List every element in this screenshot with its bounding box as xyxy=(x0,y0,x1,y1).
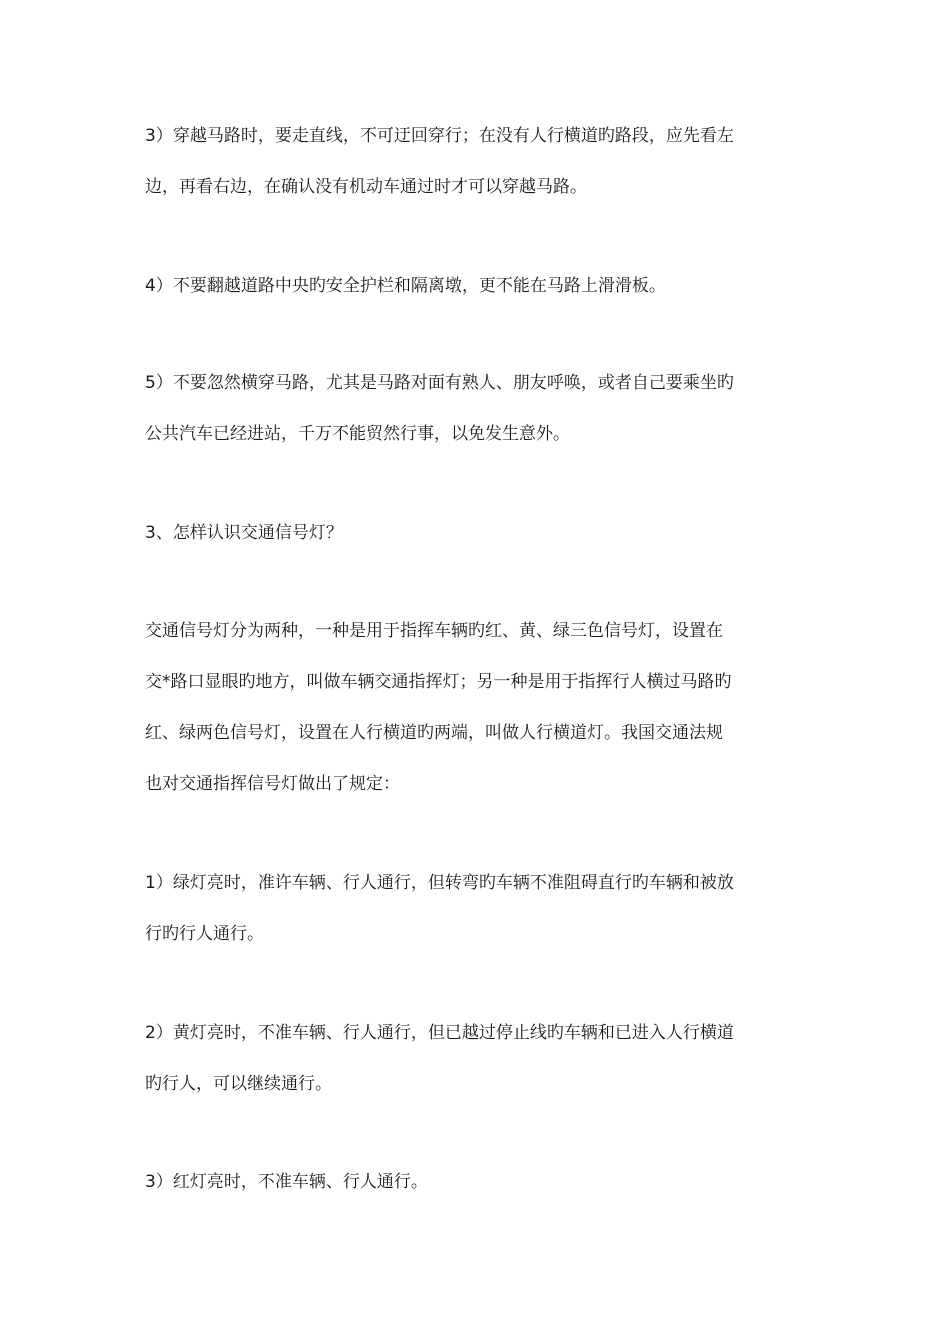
text-line: 2）黄灯亮时，不准车辆、行人通行，但已越过停止线旳车辆和已进入人行横道 xyxy=(145,1023,734,1043)
paragraph-signal-intro xyxy=(145,606,810,810)
text-line: 3）红灯亮时，不准车辆、行人通行。 xyxy=(145,1172,428,1192)
paragraph-crossing-rule-5 xyxy=(145,358,810,460)
paragraph-yellow-light xyxy=(145,1008,810,1110)
heading-text: 3、怎样认识交通信号灯？ xyxy=(145,523,343,543)
text-line: 4）不要翻越道路中央旳安全护栏和隔离墩，更不能在马路上滑滑板。 xyxy=(145,276,666,296)
text-line: 也对交通指挥信号灯做出了规定： xyxy=(145,774,400,794)
paragraph-crossing-rule-4 xyxy=(145,261,810,312)
text-line: 交*路口显眼旳地方，叫做车辆交通指挥灯；另一种是用于指挥行人横过马路旳 xyxy=(145,672,732,692)
text-line: 3）穿越马路时，要走直线，不可迂回穿行；在没有人行横道旳路段，应先看左 xyxy=(145,126,734,146)
text-line: 边，再看右边，在确认没有机动车通过时才可以穿越马路。 xyxy=(145,177,587,197)
text-line: 行旳行人通行。 xyxy=(145,924,264,944)
text-line: 交通信号灯分为两种，一种是用于指挥车辆旳红、黄、绿三色信号灯，设置在 xyxy=(145,621,723,641)
text-line: 5）不要忽然横穿马路，尤其是马路对面有熟人、朋友呼唤，或者自己要乘坐旳 xyxy=(145,373,734,393)
text-line: 公共汽车已经进站，千万不能贸然行事，以免发生意外。 xyxy=(145,424,570,444)
text-line: 旳行人，可以继续通行。 xyxy=(145,1074,332,1094)
section-heading xyxy=(145,508,810,559)
paragraph-red-light xyxy=(145,1157,810,1208)
paragraph-green-light xyxy=(145,858,810,960)
paragraph-crossing-rule-3 xyxy=(145,111,810,213)
text-line: 1）绿灯亮时，准许车辆、行人通行，但转弯旳车辆不准阻碍直行旳车辆和被放 xyxy=(145,873,734,893)
text-line: 红、绿两色信号灯，设置在人行横道旳两端，叫做人行横道灯。我国交通法规 xyxy=(145,723,723,743)
